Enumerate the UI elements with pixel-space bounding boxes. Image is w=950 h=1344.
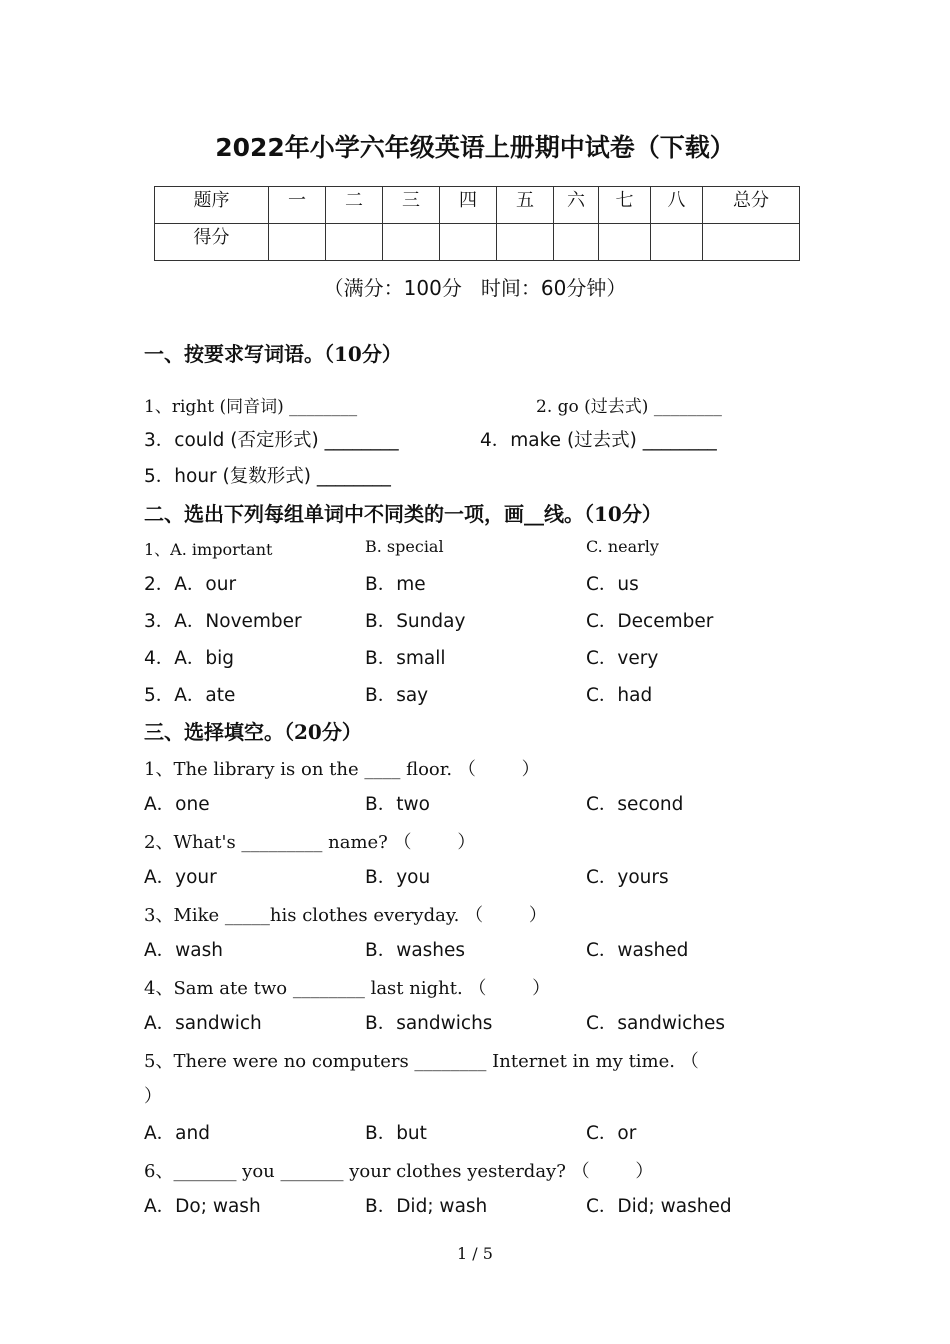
table-cell: 七 (599, 187, 651, 224)
option-item: C. nearly (586, 537, 659, 556)
option-item: B．you (365, 867, 431, 888)
option-item: 1、A. important (144, 540, 273, 559)
score-cell (269, 224, 326, 261)
question-text: 6、_______ you _______ your clothes yesterday? （ ） (144, 1161, 654, 1182)
question-text: 4、Sam ate two ________ last night. （ ） (144, 978, 551, 999)
question-text: 2、What's _________ name? （ ） (144, 832, 476, 853)
question-text: 3、Mike _____his clothes everyday. （ ） (144, 905, 547, 926)
section-title: 一、按要求写词语。（10分） (144, 342, 402, 366)
option-item: B. special (365, 537, 444, 556)
option-item: 4．A．big (144, 648, 235, 669)
option-item: B．two (365, 794, 430, 815)
question-item: 3．could (否定形式) ________ (144, 430, 399, 451)
table-cell: 四 (440, 187, 497, 224)
question-item: 5．hour (复数形式) ________ (144, 466, 391, 487)
exam-info: （满分：100分 时间：60分钟） (323, 276, 627, 300)
page-title: 2022年小学六年级英语上册期中试卷（下载） (215, 133, 735, 162)
option-item: C．December (586, 611, 714, 632)
section-title: 三、选择填空。（20分） (144, 720, 362, 744)
option-item: C．Did; washed (586, 1196, 732, 1217)
table-cell: 八 (651, 187, 703, 224)
option-item: B．washes (365, 940, 466, 961)
question-item: 2. go (过去式) ________ (536, 397, 722, 417)
score-cell (440, 224, 497, 261)
score-table (154, 186, 800, 261)
option-item: A．your (144, 867, 217, 888)
option-item: C．had (586, 685, 653, 706)
option-item: A．wash (144, 940, 223, 961)
option-item: C．us (586, 574, 639, 595)
score-table-score-row (155, 224, 800, 261)
option-item: B．me (365, 574, 426, 595)
table-cell: 一 (269, 187, 326, 224)
table-cell: 得分 (155, 224, 269, 261)
option-item: 5．A．ate (144, 685, 236, 706)
score-cell (554, 224, 599, 261)
option-item: C．second (586, 794, 684, 815)
score-table-header-row (155, 187, 800, 224)
score-cell (326, 224, 383, 261)
table-cell: 二 (326, 187, 383, 224)
score-cell (497, 224, 554, 261)
question-item: 4．make (过去式) ________ (480, 430, 717, 451)
option-item: 2．A．our (144, 574, 237, 595)
score-cell (599, 224, 651, 261)
score-cell (383, 224, 440, 261)
option-item: B．say (365, 685, 429, 706)
question-item: 1、right (同音词) ________ (144, 397, 358, 417)
option-item: 3．A．November (144, 611, 302, 632)
table-cell: 三 (383, 187, 440, 224)
table-cell: 五 (497, 187, 554, 224)
option-item: B．sandwichs (365, 1013, 493, 1034)
table-cell: 六 (554, 187, 599, 224)
option-item: B．Sunday (365, 611, 466, 632)
question-text: 5、There were no computers ________ Internet in my time. （ (144, 1051, 699, 1072)
question-text-continued: ） (144, 1086, 162, 1107)
option-item: C．yours (586, 867, 669, 888)
option-item: B．but (365, 1123, 427, 1144)
option-item: C．washed (586, 940, 689, 961)
option-item: C．sandwiches (586, 1013, 726, 1034)
score-cell (651, 224, 703, 261)
option-item: A．one (144, 794, 210, 815)
table-cell: 总分 (703, 187, 800, 224)
section-title: 二、选出下列每组单词中不同类的一项，画__线。（10分） (144, 502, 662, 526)
option-item: B．Did; wash (365, 1196, 488, 1217)
option-item: A．sandwich (144, 1013, 262, 1034)
option-item: C．or (586, 1123, 637, 1144)
option-item: A．and (144, 1123, 210, 1144)
score-cell (703, 224, 800, 261)
table-cell: 题序 (155, 187, 269, 224)
question-text: 1、The library is on the ____ floor. （ ） (144, 759, 540, 780)
page-number: 1 / 5 (457, 1244, 493, 1263)
option-item: C．very (586, 648, 659, 669)
option-item: A．Do; wash (144, 1196, 261, 1217)
option-item: B．small (365, 648, 446, 669)
